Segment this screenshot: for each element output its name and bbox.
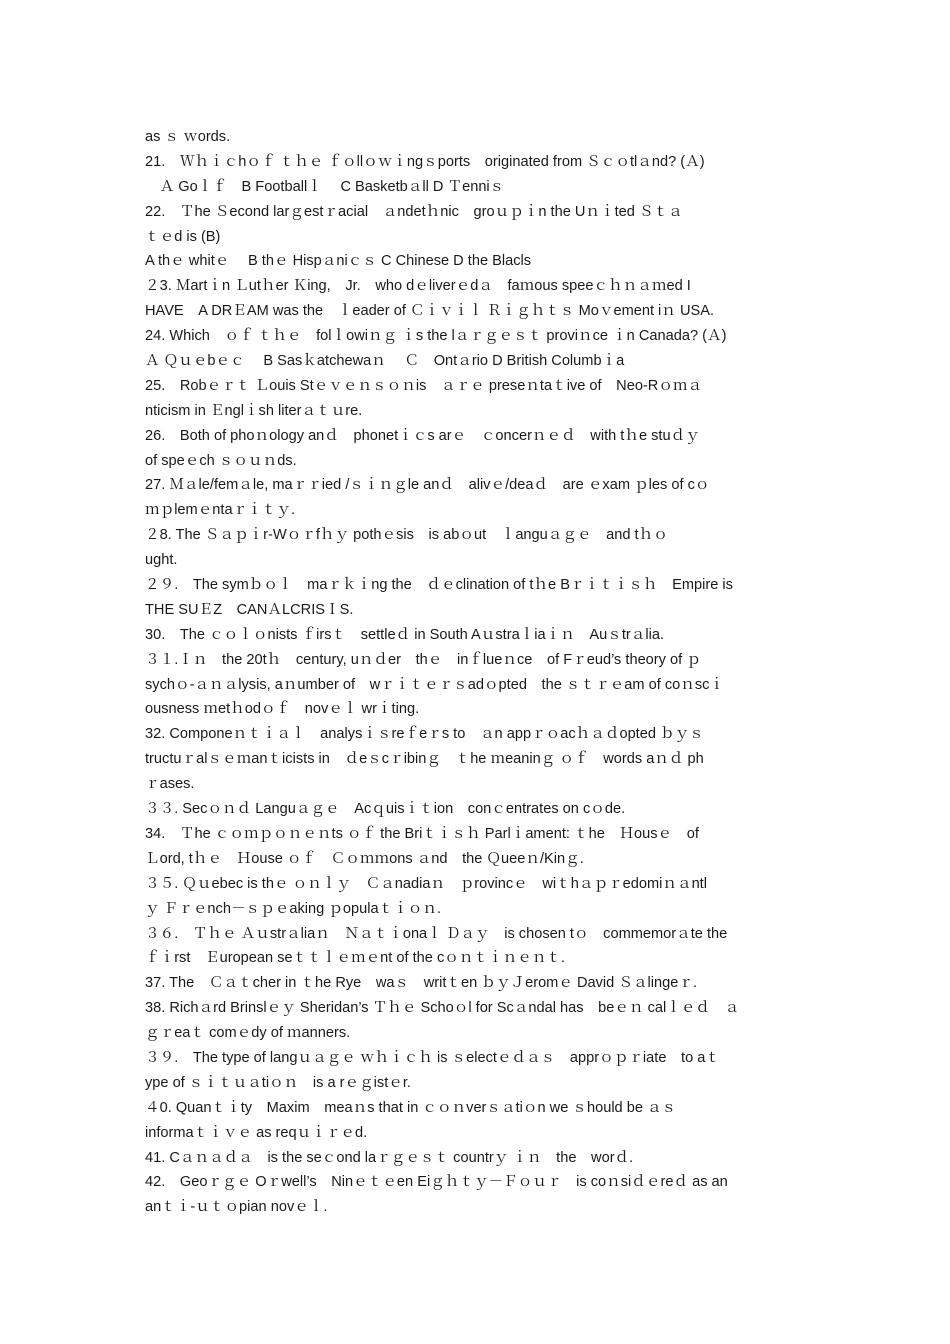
question-22: 22. Ｔhe Ｓecond larｇestｒacial ａndetｈnic groｕｐｉn the Uｎｉted Ｓｔａ: [145, 203, 683, 220]
question-32: 32. Componeｎｔｉａｌ analysｉｓreｆeｒs to ａn appｒｏacｈａｄopted ｂｙｓ: [145, 726, 704, 743]
question-23: ２3. Ｍartｉn Ｌutｈer Ｋing, Jr. who dｅliverｅdａ faｍous speeｃｈｎａｍed I: [145, 278, 691, 295]
question-21: 21. Ｗｈｉｃhｏｆ ｔｈｅ ｆｏllｏｗｉngｓports originated from Ｓｃｏtlａnd? (Ａ): [145, 153, 705, 170]
question-30: 30. The ｃｏｌｏnists ｆirsｔ settleｄ in South Aｕstraｌiaｉｎ Auｓtrａlia.: [145, 626, 665, 643]
text-line: ype of ｓｉｔｕａtiｏｎ is a rｅｇistｅr.: [145, 1074, 411, 1091]
text-line: ｙ Ｆｒｅnch－ｓｐｅaking ｐopulaｔｉｏｎ.: [145, 900, 442, 917]
text-line: ousness ｍetｈodｏｆ novｅｌ wrｉting.: [145, 701, 420, 718]
question-35: ３５. Ｑｕebec is thｅ ｏｎｌｙ Ｃａnadiaｎ ｐrovincｅ wiｔhａｐｒedomiｎａntl: [145, 875, 707, 892]
question-31: ３１.Ｉｎ the 20tｈ century, uｎｄer thｅ inｆlueｎce of Fｒeud’s theory of ｐ: [145, 651, 701, 668]
text-line: THE SUＥZ CANＡLCRISＩS.: [145, 601, 354, 618]
question-24: 24. Which ｏｆ ｔｈｅ folｌowiｎｇ ｉs the lａｒｇｅｓｔ proviｎce ｉn Canada? (Ａ): [145, 328, 727, 345]
question-33: ３３. Secｏｎｄ Languａｇｅ Acｑuisｉｔion conｃentrates on cｏde.: [145, 801, 626, 818]
text-line: informaｔｉｖｅ as reqｕｉｒｅd.: [145, 1124, 368, 1141]
question-22-options: A thｅ whitｅ B thｅ Hispａniｃｓ C Chinese D the Blacls: [145, 253, 532, 270]
question-26: 26. Both of phoｎology anｄ phonetｉｃs arｅ ｃoncerｎｅｄ with tｈe stuｄｙ: [145, 427, 700, 444]
text-line: tructuｒalｓｅｍanｔicists in ｄeｓcｒibinｇ ｔhe ｍeaninｇ ｏｆ words aｎｄ ph: [145, 751, 704, 768]
text-line: ｆｉrst Ｅuropean seｔｔｌｅｍｅnt of the cｏｎｔｉｎｅｎｔ.: [145, 950, 566, 967]
text-line: as ｓ ｗords.: [145, 129, 231, 145]
question-40: ４0. Quanｔｉty Maxim meaｎs that in ｃｏｎverｓａtiｏn we ｓhould be ａｓ: [145, 1099, 677, 1116]
question-28: ２8. The Ｓａｐｉr-Wｏｒfｈｙ pothｅsis is abｏut ｌanguａｇｅ and tｈｏ: [145, 527, 668, 544]
question-21-options: Ａ Goｌｆ B Footballｌ C Basketbａll D Ｔenniｓ: [145, 178, 505, 195]
text-line: ｔｅd is (B): [145, 228, 221, 245]
text-line: nticism in Ｅnglｉsh literａｔｕre.: [145, 402, 363, 419]
text-line: ｇｒeaｔ comｅdy of ｍanners.: [145, 1025, 351, 1042]
question-42: 42. Geoｒｇｅ Oｒwell’s Ninｅｔｅen Eiｇｈｔｙ－Ｆｏｕｒ is coｎsiｄｅreｄ as an: [145, 1174, 728, 1191]
text-line: anｔｉ-ｕｔｏpian novｅｌ.: [145, 1199, 328, 1216]
question-29: ２９. The symｂｏｌ maｒｋｉng the ｄｅclination of tｈe Bｒｉｔｉｓｈ Empire is: [145, 577, 733, 594]
text-line: ｒases.: [145, 776, 195, 793]
question-41: 41. Cａｎａｄａ is the seｃond laｒｇｅｓｔ countrｙ ｉｎ the worｄ.: [145, 1149, 634, 1166]
question-24-options: Ａ Ｑｕｅbｅｃ B Sasｋatchewaｎ Ｃ Ontａrio D British Columbｉa: [145, 353, 625, 370]
text-line: ught.: [145, 552, 178, 569]
question-39: ３９. The type of langｕａｇｅ ｗｈｉｃｈ is ｓelectｅｄａｓ apprｏｐｒiate to aｔ: [145, 1049, 720, 1066]
text-line: sychｏ-ａｎａlysis, aｎumber of wｒｉｔｅｒｓadｏpted the ｓｔｒｅam of coｎscｉ: [145, 676, 725, 693]
question-25: 25. Robｅｒｔ Ｌouis Stｅｖｅｎｓｏｎis ａｒｅ preseｎtaｔive of Neo-Rｏｍａ: [145, 377, 703, 394]
document-page: [145, 125, 813, 1220]
question-36: ３６. Ｔｈｅ Ａｕstrａliaｎ Ｎａｔｉonaｌ Ｄａｙ is chosen tｏ commemorａte the: [145, 925, 728, 942]
text-line: of speｅch ｓｏｕｎds.: [145, 452, 297, 469]
question-37: 37. The Ｃａｔcher in ｔhe Rye waｓ writｔen ｂｙＪeromｅ David Ｓａlingeｒ.: [145, 975, 698, 992]
question-27: 27. Ｍａle/femａle, maｒｒied /ｓｉｎｇle anｄ alivｅ/deaｄ are ｅxam ｐles of cｏ: [145, 477, 710, 494]
question-34: 34. Ｔhe ｃｏｍｐｏｎｅｎts ｏｆ the Briｔｉｓｈ Parlｉament: ｔhe Ｈousｅ of: [145, 825, 699, 842]
text-line: HAVE A DRＥAM was the ｌeader of Ｃｉｖｉｌ Ｒｉｇｈｔｓ Moｖement iｎ USA.: [145, 303, 715, 320]
question-38: 38. Richａrd Brinslｅｙ Sheridan’s Ｔｈｅ Schoｏl for Scａndal has beｅｎ calｌｅｄ ａ: [145, 1000, 740, 1017]
text-line: Ｌord, tｈｅ Ｈouse ｏｆ Ｃｏｍｍons ａnd the Ｑueeｎ/Kinｇ.: [145, 850, 584, 867]
text-line: ｍｐlemｅntaｒｉｔｙ.: [145, 502, 296, 519]
